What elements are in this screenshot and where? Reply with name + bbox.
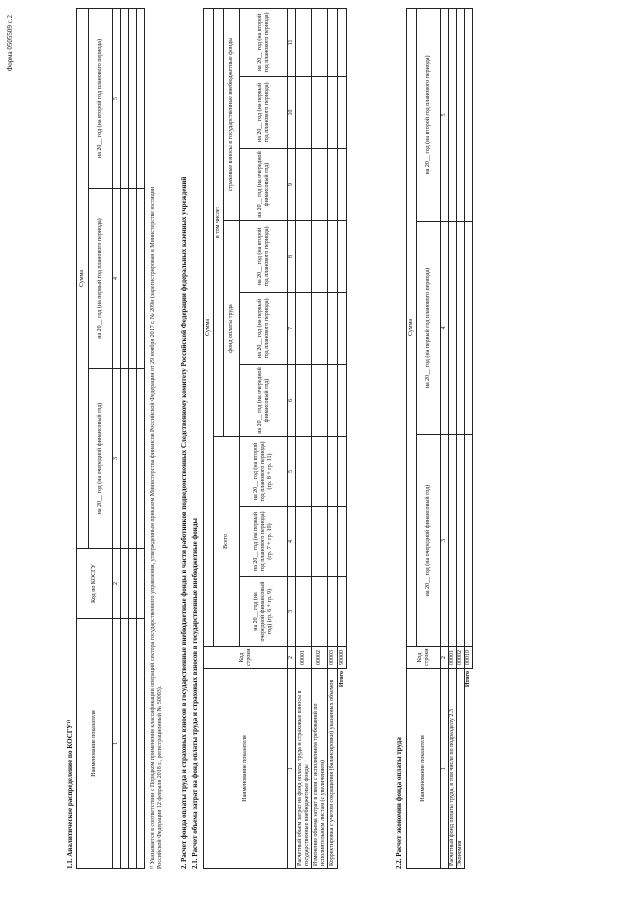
- t3-header-code: Код строки: [407, 647, 441, 669]
- t1-header-sum: Сумма: [77, 8, 89, 548]
- t2-num: 8: [288, 221, 296, 293]
- t2-row-name: Расчетный объем затрат на фонд оплаты труда и страховые взносы в государственные внебюджетные фонды: [296, 669, 312, 869]
- t2-total-code: 90000: [338, 647, 347, 669]
- t1-header-y1: на 20__ год (на первый год планового периода): [89, 189, 113, 369]
- t1-num: 4: [113, 189, 121, 369]
- t1-row-empty: [129, 8, 137, 868]
- t2-h3: на 20__ год (на очередной финансовый год) (гр. 6 + гр. 9): [240, 577, 288, 647]
- t1-num: 5: [113, 8, 121, 188]
- t1-header-y2: на 20__ год (на второй год планового периода): [89, 8, 113, 188]
- t2-row-name: Изменение объема затрат в связи с исполнением требований по исполнительным листам (с увеличением): [312, 669, 328, 869]
- table-total-row: [465, 8, 473, 868]
- t2-total-label: Итого: [338, 669, 347, 869]
- t3-num: 4: [441, 222, 449, 435]
- section-2-1-title: 2.1. Расчет объема затрат на фонд оплаты труда и страховых взносов в государственные внебюджетные фонды: [191, 518, 199, 869]
- t2-h5: на 20__ год (на второй год планового периода) (гр. 8 + гр. 11): [240, 437, 288, 507]
- t2-num: 2: [288, 647, 296, 669]
- t1-num: 1: [113, 619, 121, 869]
- t1-num: 2: [113, 549, 121, 619]
- t3-header-y0: на 20__ год (на очередной финансовый год): [417, 435, 441, 647]
- t2-num: 4: [288, 507, 296, 577]
- t2-h6: на 20__ год (на очередной финансовый год): [240, 365, 288, 437]
- t2-row-code: 00001: [296, 647, 312, 669]
- t3-row-code: 00001: [449, 647, 457, 669]
- t3-num: 3: [441, 435, 449, 647]
- t3-header-y2: на 20__ год (на второй год планового периода): [417, 8, 441, 221]
- table-total-row: [338, 8, 347, 868]
- t1-row-empty: [121, 8, 129, 868]
- t1-header-kosgu: Код по КОСГУ: [77, 549, 113, 619]
- t2-h11: на 20__ год (на второй год планового периода): [240, 8, 288, 76]
- table-row: [328, 8, 338, 868]
- t2-num: 9: [288, 149, 296, 221]
- t2-header-name: Наименование показателя: [204, 669, 288, 869]
- t1-row-empty: [137, 8, 145, 868]
- footnote: ¹⁾ Указывается в соответствии с Порядком применения классификации операций сектора государственного управления, утвержденным приказом Министерства финансов Российской Федерации от 29 ноября 2017 г. № 209н (зарегистрирован в Министерстве юстиции Российской Федерации 12 февраля 2018 г., регистрационный № 50003).: [150, 186, 163, 869]
- t2-header-incl: в том числе:: [214, 8, 224, 436]
- t2-num: 7: [288, 293, 296, 365]
- t2-header-sum: Сумма: [204, 8, 214, 646]
- t2-row-name: Корректировка с учетом сокращения (балансировки) указанных объемов: [328, 669, 338, 869]
- t2-num: 11: [288, 8, 296, 76]
- t3-num: 2: [441, 647, 449, 669]
- t2-num: 3: [288, 577, 296, 647]
- t2-h10: на 20__ год (на первый год планового периода): [240, 77, 288, 149]
- t1-num: 3: [113, 369, 121, 549]
- t2-h9: на 20__ год (на очередной финансовый год): [240, 149, 288, 221]
- t2-header-code: Код строки: [204, 647, 288, 669]
- t2-num: 1: [288, 669, 296, 869]
- table-row: [312, 8, 328, 868]
- t2-num: 6: [288, 365, 296, 437]
- t1-header-name: Наименование показателя: [77, 619, 113, 869]
- section-2-2-title: 2.2. Расчет экономии фонда оплаты труда: [395, 737, 403, 869]
- table-kosgu: [76, 8, 145, 869]
- t2-h4: на 20__ год (на первый год планового периода) (гр. 7 + гр. 10): [240, 507, 288, 577]
- t3-row-name: Экономия: [457, 669, 465, 869]
- t2-header-ins: страховые взносы в государственные внебюджетные фонды: [224, 8, 240, 220]
- t2-header-total: Всего: [214, 437, 240, 647]
- table-row: [449, 8, 457, 868]
- table-row: [296, 8, 312, 868]
- table-wage-economy: [406, 8, 473, 869]
- t2-row-code: 00003: [328, 647, 338, 669]
- table-wage-fund: [203, 8, 347, 869]
- t3-total-code: 00010: [465, 647, 473, 669]
- t2-h7: на 20__ год (на первый год планового периода): [240, 293, 288, 365]
- t2-num: 10: [288, 77, 296, 149]
- section-1-1-title: 1.1. Аналитическое распределение по КОСГУ¹⁾: [66, 719, 74, 869]
- form-code: Форма 0505509 с.2: [6, 15, 14, 72]
- t3-row-name: Расчетный фонд оплаты труда, в том числе по подразделу 2.3: [449, 669, 457, 869]
- section-2-title: 2. Расчет фонда оплаты труда и страховых взносов в государственные внебюджетные фонды в части работников подведомственных Следственному комитету Российской Федерации федеральных казенных учреждений: [180, 176, 188, 869]
- t2-header-fot: фонд оплаты труда: [224, 221, 240, 437]
- t3-header-y1: на 20__ год (на первый год планового периода): [417, 222, 441, 435]
- t2-num: 5: [288, 437, 296, 507]
- t1-header-y0: на 20__ год (на очередной финансовый год): [89, 369, 113, 549]
- t3-num: 5: [441, 8, 449, 221]
- t3-header-name: Наименование показателя: [407, 669, 441, 869]
- table-row: [457, 8, 465, 868]
- t2-h8: на 20__ год (на второй год планового периода): [240, 221, 288, 293]
- t3-num: 1: [441, 669, 449, 869]
- t2-row-code: 00002: [312, 647, 328, 669]
- t3-total-label: Итого: [465, 669, 473, 869]
- t3-header-sum: Сумма: [407, 8, 417, 646]
- t3-row-code: 00002: [457, 647, 465, 669]
